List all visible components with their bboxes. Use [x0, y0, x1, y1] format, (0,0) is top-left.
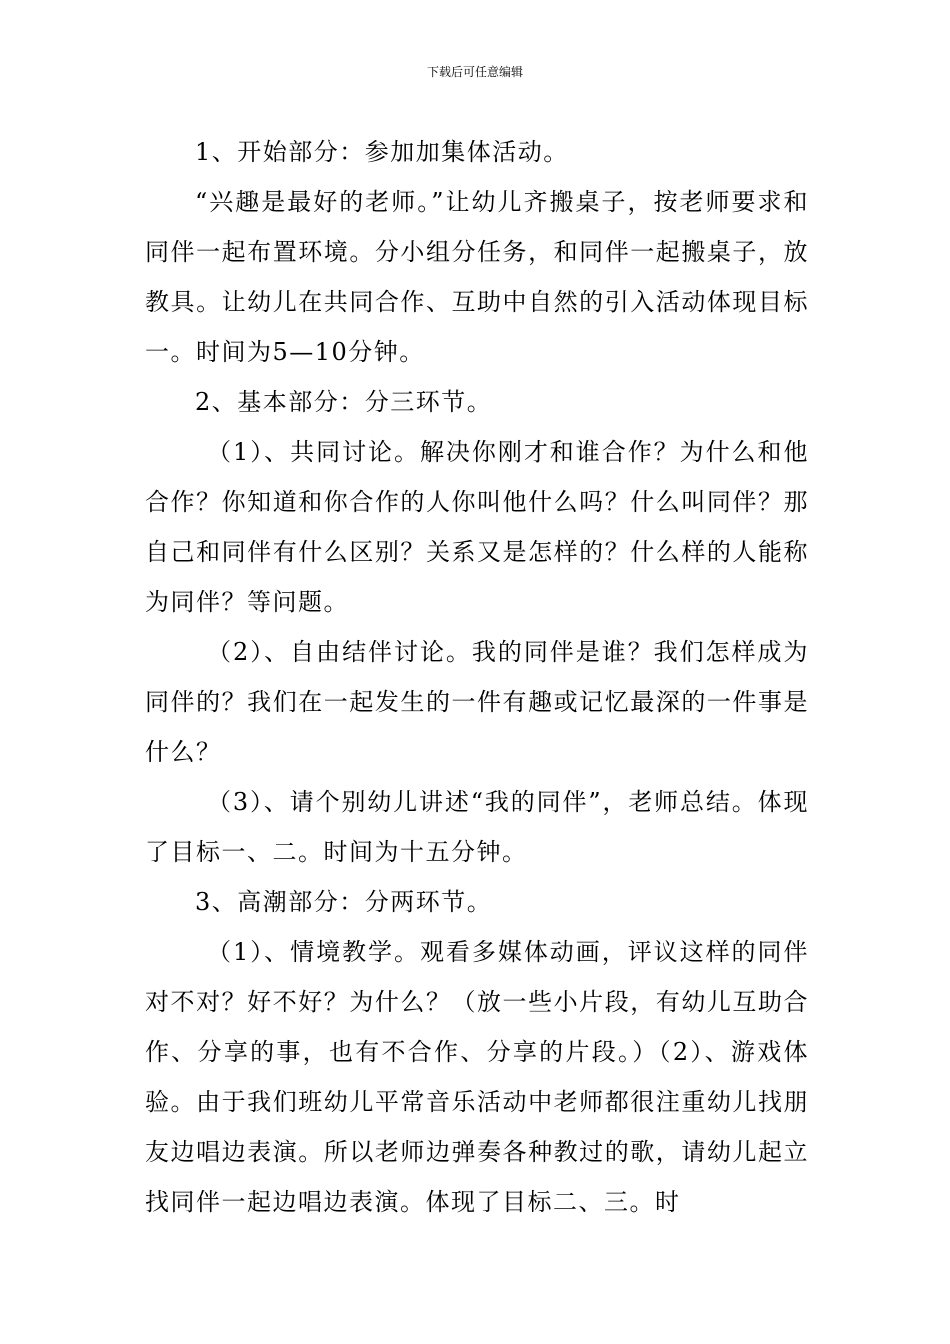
paragraph-basic-step-1: （1）、共同讨论。解决你刚才和谁合作？为什么和他合作？你知道和你合作的人你叫他什么吗？什么叫同伴？那自己和同伴有什么区别？关系又是怎样的？什么样的人能称为同伴？等问题。 [145, 438, 809, 616]
paragraph-basic-section: 2、基本部分：分三环节。 [195, 388, 493, 416]
paragraph-climax-steps: （1）、情境教学。观看多媒体动画，评议这样的同伴对不对？好不好？为什么？（放一些小片段，有幼儿互助合作、分享的事，也有不合作、分享的片段。）（2）、游戏体验。由于我们班幼儿平常音乐活动中老师都很注重幼儿找朋友边唱边表演。所以老师边弹奏各种教过的歌，请幼儿起立找同伴一起边唱边表演。体现了目标二、三。时 [145, 938, 809, 1216]
paragraph-climax-section: 3、高潮部分：分两环节。 [195, 888, 493, 916]
paragraph-opening-section: 1、开始部分：参加加集体活动。 [195, 138, 569, 166]
page-header: 下载后可任意编辑 [426, 65, 523, 79]
paragraph-basic-step-2: （2）、自由结伴讨论。我的同伴是谁？我们怎样成为同伴的？我们在一起发生的一件有趣或记忆最深的一件事是什么？ [145, 638, 809, 766]
paragraph-basic-step-3: （3）、请个别幼儿讲述“我的同伴”，老师总结。体现了目标一、二。时间为十五分钟。 [145, 788, 809, 866]
document-body [145, 127, 809, 1227]
paragraph-interest-teacher: “兴趣是最好的老师。”让幼儿齐搬桌子，按老师要求和同伴一起布置环境。分小组分任务，和同伴一起搬桌子，放教具。让幼儿在共同合作、互助中自然的引入活动体现目标一。时间为5—10分钟。 [145, 188, 809, 366]
